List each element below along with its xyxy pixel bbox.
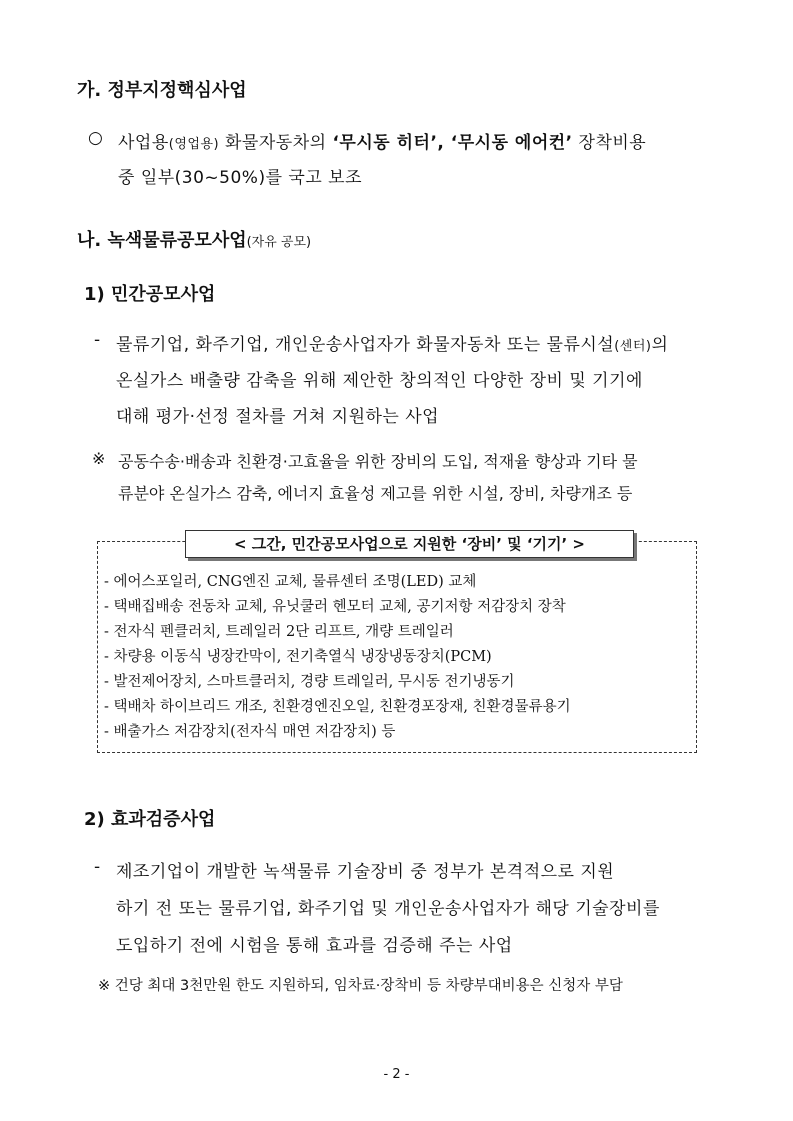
section-ga-line1-small: (영업용) bbox=[168, 137, 220, 152]
equipment-list-item: - 배출가스 저감장치(전자식 매연 저감장치) 등 bbox=[104, 724, 396, 740]
section-ga-bullet: ○ bbox=[88, 128, 104, 148]
sub2-desc-line2: 하기 전 또는 물류기업, 화주기업 및 개인운송사업자가 해당 기술장비를 bbox=[116, 899, 660, 919]
section-ga-line1-bold: ‘무시동 히터’, ‘무시동 에어컨’ bbox=[332, 133, 573, 153]
sub2-heading: 2) 효과검증사업 bbox=[84, 809, 216, 830]
equipment-list-item: - 발전제어장치, 스마트클러치, 경량 트레일러, 무시동 전기냉동기 bbox=[104, 674, 515, 690]
sub2-dash: - bbox=[94, 857, 101, 877]
page-number: - 2 - bbox=[383, 1067, 410, 1082]
equipment-list-item: - 택배차 하이브리드 개조, 친환경엔진오일, 친환경포장재, 친환경물류용기 bbox=[104, 699, 571, 715]
sub2-note: ※ 건당 최대 3천만원 한도 지원하되, 임차료·장착비 등 차량부대비용은 신청자 부담 bbox=[98, 978, 623, 994]
equipment-list-item: - 전자식 펜클러치, 트레일러 2단 리프트, 개량 트레일러 bbox=[104, 624, 454, 640]
sub1-note-mark: ※ bbox=[92, 449, 106, 468]
sub1-note-line1: 공동수송·배송과 친환경·고효율을 위한 장비의 도입, 적재율 향상과 기타 물 bbox=[118, 452, 638, 471]
sub1-desc-line1-small: (센터) bbox=[614, 339, 652, 354]
section-ga-line2: 중 일부(30~50%)를 국고 보조 bbox=[118, 168, 363, 188]
equipment-list-item: - 택배집배송 전동차 교체, 유닛쿨러 헨모터 교체, 공기저항 저감장치 장착 bbox=[104, 599, 566, 615]
section-na-heading-text: 나. 녹색물류공모사업 bbox=[77, 230, 247, 251]
sub1-desc-line2: 온실가스 배출량 감축을 위해 제안한 창의적인 다양한 장비 및 기기에 bbox=[116, 371, 643, 391]
sub1-note-line2: 류분야 온실가스 감축, 에너지 효율성 제고를 위한 시설, 장비, 차량개조 등 bbox=[118, 484, 633, 503]
section-na-heading-small: (자유 공모) bbox=[246, 235, 312, 250]
sub2-desc-line3: 도입하기 전에 시험을 통해 효과를 검증해 주는 사업 bbox=[116, 936, 513, 956]
sub1-desc-line1-pre: 물류기업, 화주기업, 개인운송사업자가 화물자동차 또는 물류시설 bbox=[116, 335, 615, 355]
sub1-desc-line3: 대해 평가·선정 절차를 거쳐 지원하는 사업 bbox=[116, 407, 440, 427]
section-ga-line1 bbox=[118, 128, 646, 153]
section-ga-line1-mid: 화물자동차의 bbox=[219, 133, 333, 153]
section-ga-line1-pre: 사업용 bbox=[118, 133, 169, 153]
equipment-list-item: - 에어스포일러, CNG엔진 교체, 물류센터 조명(LED) 교체 bbox=[104, 574, 477, 590]
sub1-desc-line1 bbox=[116, 330, 668, 355]
equipment-list-item: - 차량용 이동식 냉장칸막이, 전기축열식 냉장냉동장치(PCM) bbox=[104, 649, 492, 665]
sub1-heading: 1) 민간공모사업 bbox=[84, 284, 216, 305]
section-ga-line1-post: 장착비용 bbox=[572, 133, 647, 153]
section-ga-heading: 가. 정부지정핵심사업 bbox=[77, 80, 247, 101]
equipment-box-title: < 그간, 민간공모사업으로 지원한 ‘장비’ 및 ‘기기’ > bbox=[185, 530, 634, 558]
section-na-heading bbox=[77, 226, 311, 252]
sub1-dash: - bbox=[94, 330, 101, 350]
sub1-desc-line1-post: 의 bbox=[651, 335, 669, 355]
sub2-desc-line1: 제조기업이 개발한 녹색물류 기술장비 중 정부가 본격적으로 지원 bbox=[116, 862, 615, 882]
